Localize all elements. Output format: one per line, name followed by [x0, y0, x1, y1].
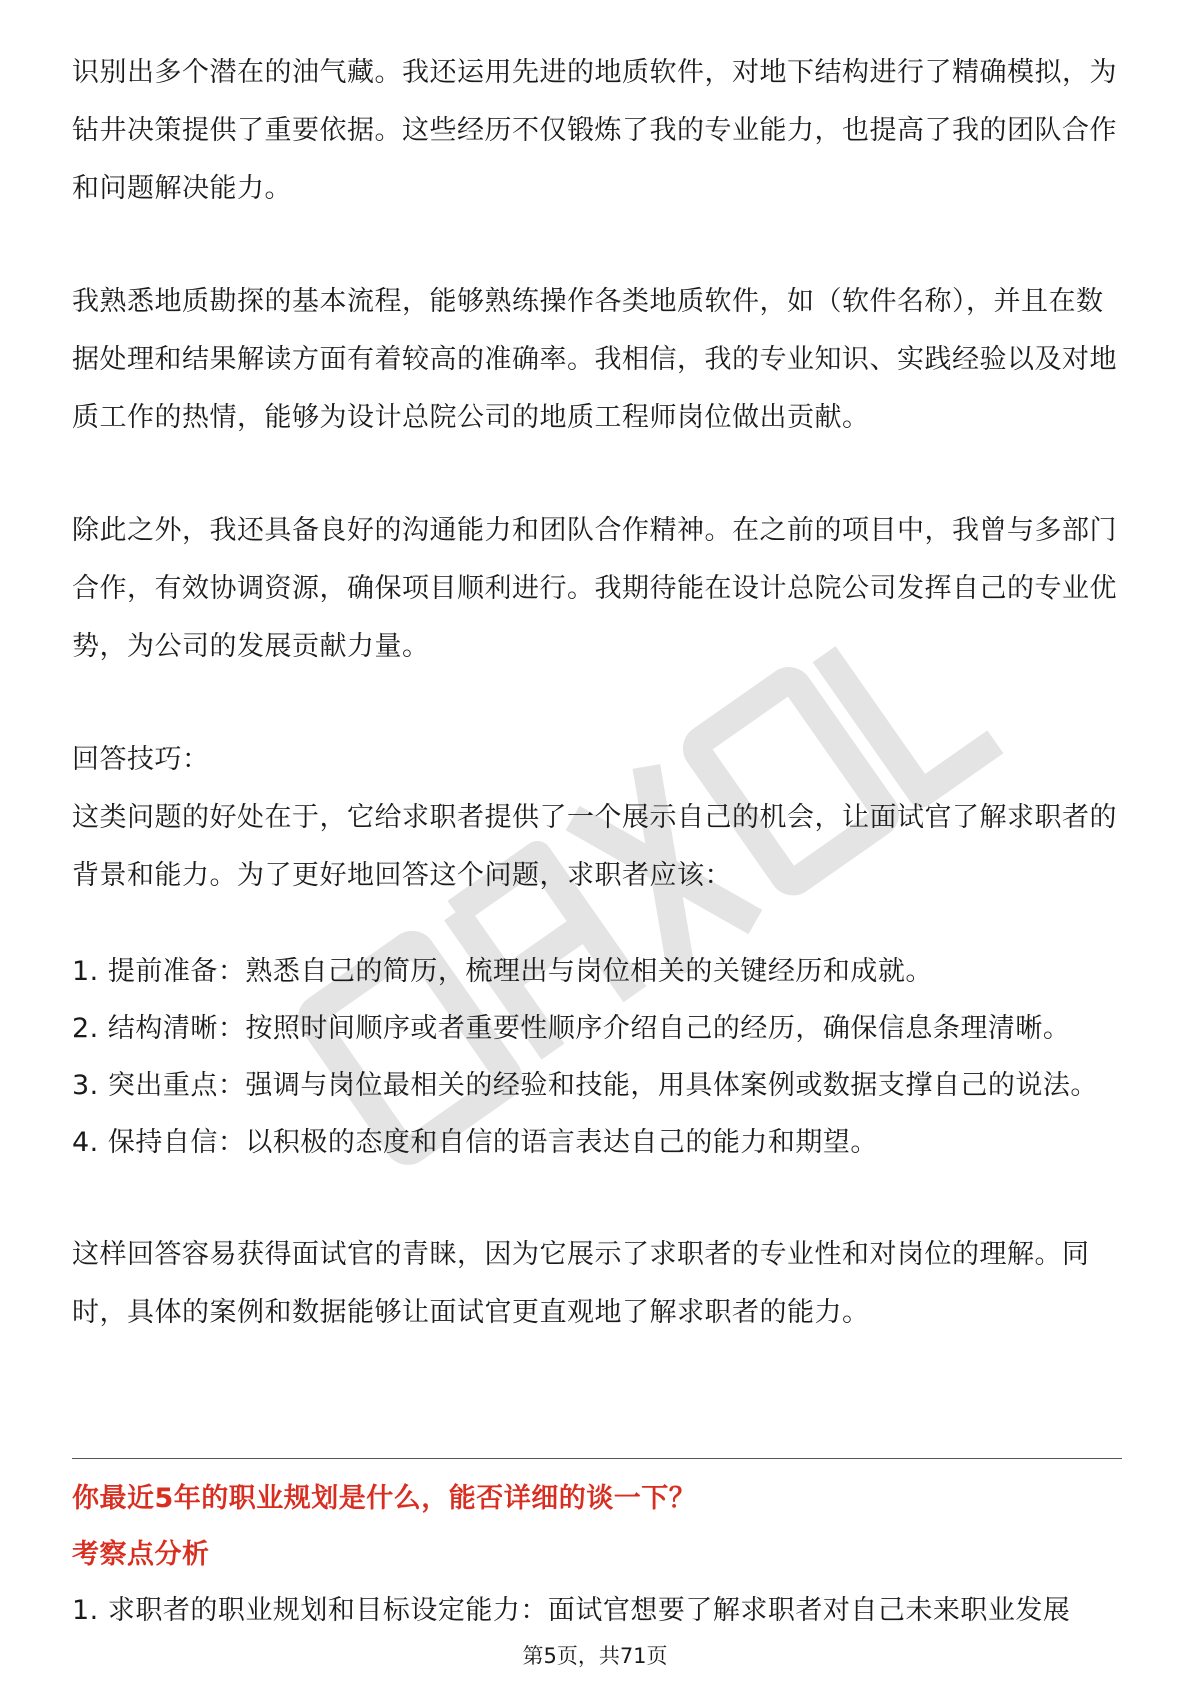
tips-conclusion: 这样回答容易获得面试官的青睐，因为它展示了求职者的专业性和对岗位的理解。同时，具体的案例和数据能够让面试官更直观地了解求职者的能力。 [72, 1239, 1090, 1328]
main-content [72, 44, 1122, 1397]
paragraph-skills: 我熟悉地质勘探的基本流程，能够熟练操作各类地质软件，如（软件名称），并且在数据处理和结果解读方面有着较高的准确率。我相信，我的专业知识、实践经验以及对地质工作的热情，能够为设计总院公司的地质工程师岗位做出贡献。 [72, 286, 1117, 433]
list-item: 1. 提前准备：熟悉自己的简历，梳理出与岗位相关的关键经历和成就。 [72, 956, 933, 987]
analysis-point-1: 1. 求职者的职业规划和目标设定能力：面试官想要了解求职者对自己未来职业发展 [72, 1595, 1071, 1626]
section-divider [72, 1458, 1122, 1459]
page-number: 第5页，共71页 [522, 1644, 668, 1668]
paragraph-experience: 识别出多个潜在的油气藏。我还运用先进的地质软件，对地下结构进行了精确模拟，为钻井决策提供了重要依据。这些经历不仅锻炼了我的专业能力，也提高了我的团队合作和问题解决能力。 [72, 57, 1117, 204]
tips-heading: 回答技巧： [72, 744, 210, 775]
section-heading-analysis: 考察点分析 [72, 1539, 210, 1570]
list-item: 2. 结构清晰：按照时间顺序或者重要性顺序介绍自己的经历，确保信息条理清晰。 [72, 1013, 1071, 1044]
tips-list [72, 943, 1122, 1171]
list-item: 3. 突出重点：强调与岗位最相关的经验和技能，用具体案例或数据支撑自己的说法。 [72, 1070, 1098, 1101]
list-item: 4. 保持自信：以积极的态度和自信的语言表达自己的能力和期望。 [72, 1127, 878, 1158]
tips-intro: 这类问题的好处在于，它给求职者提供了一个展示自己的机会，让面试官了解求职者的背景和能力。为了更好地回答这个问题，求职者应该： [72, 802, 1117, 891]
question-title: 你最近5年的职业规划是什么，能否详细的谈一下？ [72, 1483, 697, 1514]
paragraph-teamwork: 除此之外，我还具备良好的沟通能力和团队合作精神。在之前的项目中，我曾与多部门合作，有效协调资源，确保项目顺利进行。我期待能在设计总院公司发挥自己的专业优势，为公司的发展贡献力量。 [72, 515, 1117, 662]
